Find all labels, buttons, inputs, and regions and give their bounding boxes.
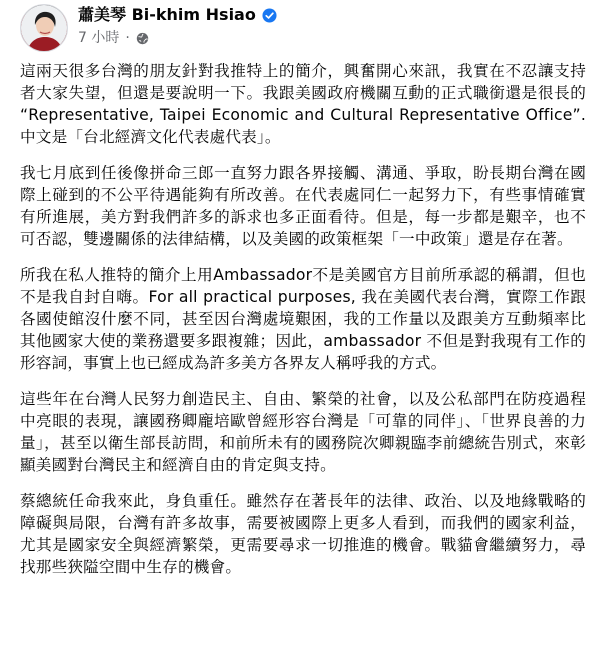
post-paragraph: 蔡總統任命我來此，身負重任。雖然存在著長年的法律、政治、以及地緣戰略的障礙與局限，台灣有許多故事，需要被國際上更多人看到，而我們的國家利益，尤其是國家安全與經濟繁榮，更需要尋求一切推進的機會。戰貓會繼續努力，尋找那些狹隘空間中生存的機會。 [20, 492, 586, 576]
post-paragraph: 這些年在台灣人民努力創造民主、自由、繁榮的社會，以及公私部門在防疫過程中亮眼的表現，讓國務卿龐培歐曾經形容台灣是「可靠的同伴」、「世界良善的力量」，甚至以衛生部長訪問，和前所未有的國務院次卿親臨李前總統告別式，來彰顯美國對台灣民主和經濟自由的肯定與支持。 [20, 390, 586, 474]
post-paragraph: 這兩天很多台灣的朋友針對我推特上的簡介，興奮開心來訊，我實在不忍讓支持者大家失望，但還是要說明一下。我跟美國政府機關互動的正式職銜還是很長的 “Representative, Taipei Economic and Cultural Representative Office”. 中文是「台北經濟文化代表處代表」。 [20, 62, 586, 146]
author-meta [78, 4, 277, 48]
post-paragraph: 我七月底到任後像拼命三郎一直努力跟各界接觸、溝通、爭取，盼長期台灣在國際上碰到的不公平待遇能夠有所改善。在代表處同仁一起努力下，有些事情確實有所進展，美方對我們許多的訴求也多正面看待。但是，每一步都是艱辛，也不可否認，雙邊關係的法律結構，以及美國的政策框架「一中政策」還是存在著。 [20, 164, 586, 248]
post-timestamp[interactable]: 7 小時 [78, 30, 120, 46]
post-header [20, 4, 277, 54]
author-name[interactable]: 蕭美琴 Bi-khim Hsiao [78, 5, 256, 24]
author-name-row [78, 4, 277, 26]
post-meta-row [78, 28, 277, 48]
globe-icon[interactable] [136, 32, 149, 45]
meta-separator: · [125, 30, 130, 46]
post-body [20, 60, 586, 592]
author-avatar[interactable] [20, 4, 68, 52]
verified-badge-icon [262, 8, 277, 23]
post-paragraph: 所我在私人推特的簡介上用Ambassador不是美國官方目前所承認的稱謂，但也不是我自封自嗨。For all practical purposes, 我在美國代表台灣，實際工作跟各國使館沒什麼不同，甚至因台灣處境艱困，我的工作量以及跟美方互動頻率比其他國家大使的業務還要多跟複雜；因此，ambassador 不但是對我現有工作的形容詞，事實上也已經成為許多美方各界友人稱呼我的方式。 [20, 266, 586, 372]
avatar-photo [21, 5, 68, 52]
